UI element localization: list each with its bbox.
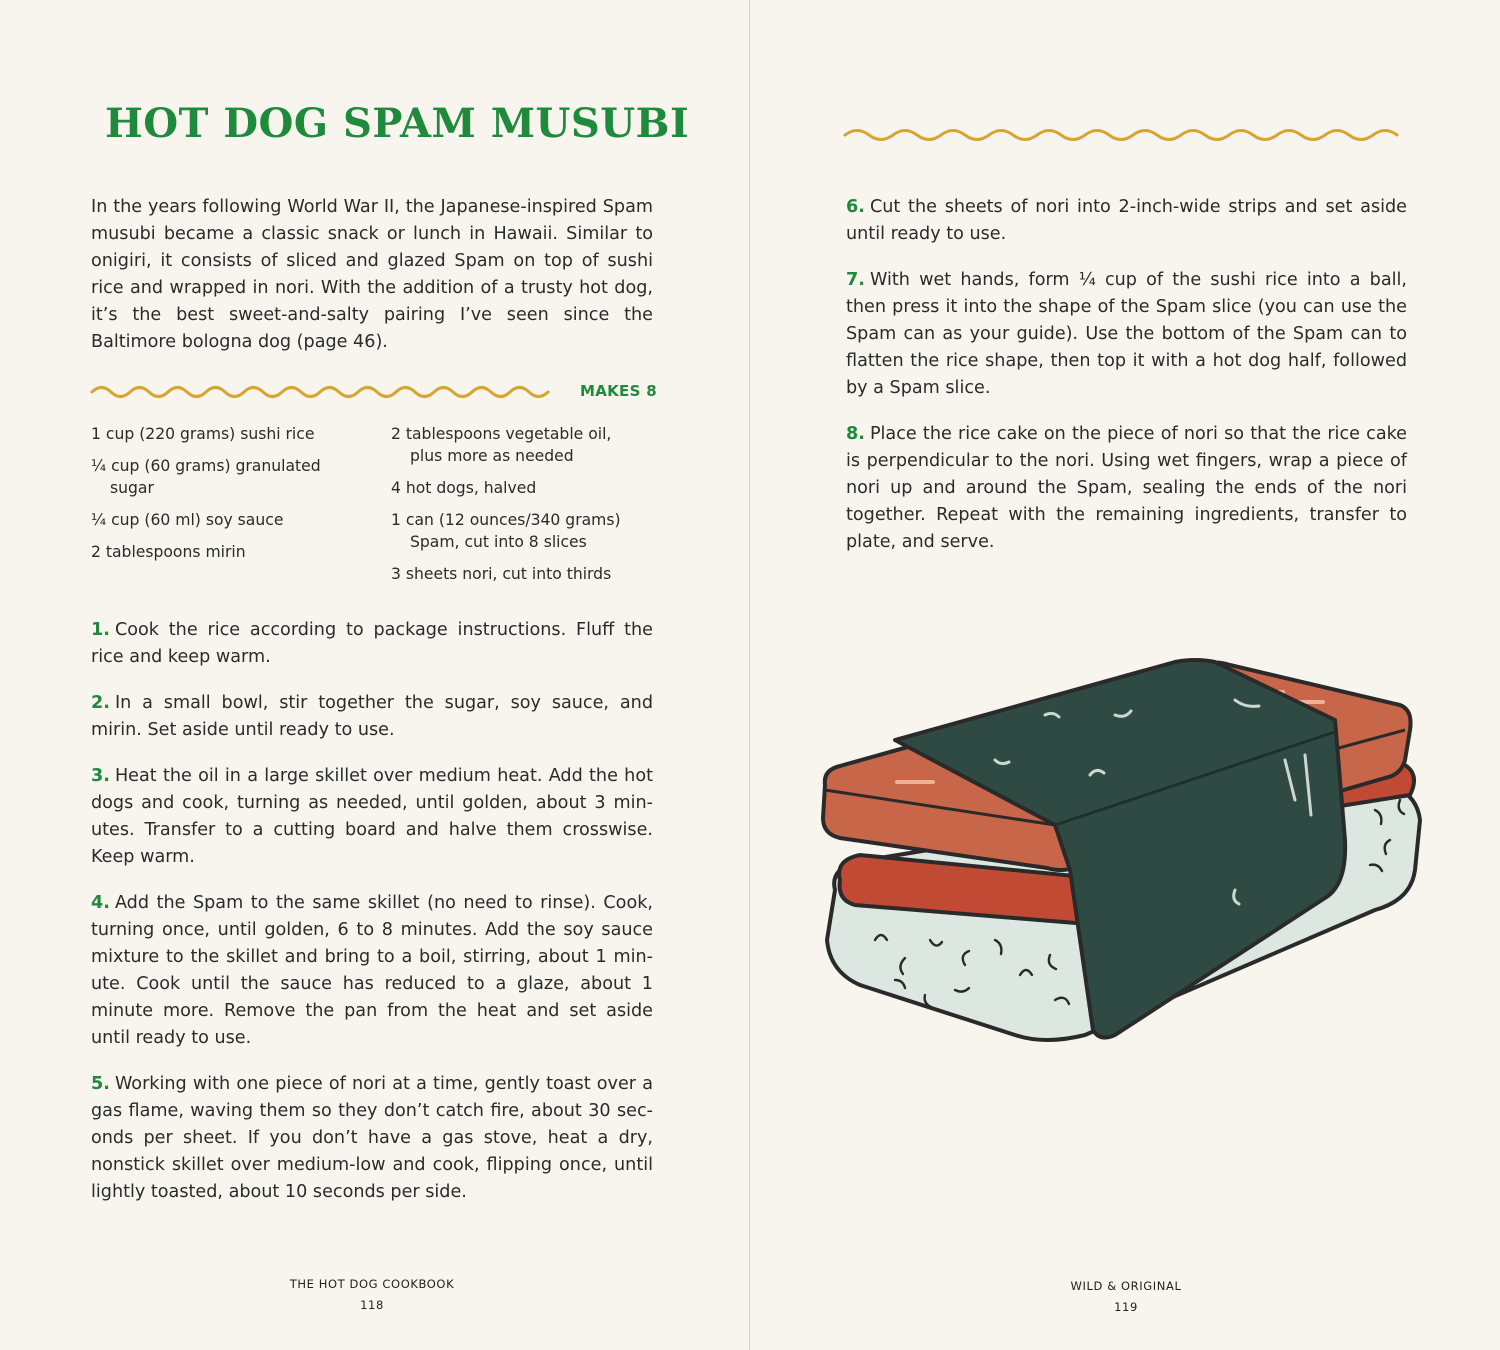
ingredients-column-1 <box>91 423 371 573</box>
recipe-intro: In the years following World War II, the Japanese-inspired Spam musubi became a classic snack or lunch in Hawaii. Similar to onigiri, it consists of sliced and glazed Spam on top of sushi rice and wrapped in nori. With the addition of a trusty hot dog, it’s the best sweet-and-salty pairing I’ve seen since the Baltimore bologna dog (page 46). <box>91 197 653 352</box>
ingredient-item: ¼ cup (60 ml) soy sauce <box>91 511 284 529</box>
footer-chapter-title: WILD & ORIGINAL <box>1070 1279 1182 1293</box>
ingredient-item: 2 tablespoons mirin <box>91 543 246 561</box>
spam-musubi-illustration <box>815 640 1425 1050</box>
method-steps-right <box>846 194 1407 575</box>
step-number: 6. <box>846 197 865 217</box>
ingredient-item: 1 can (12 ounces/340 grams) Spam, cut into 8 slices <box>391 511 621 551</box>
wave-divider <box>90 383 562 401</box>
method-step <box>91 890 653 1052</box>
left-page <box>0 0 749 1350</box>
ingredient-item: 2 tablespoons vegetable oil, plus more as needed <box>391 425 612 465</box>
step-text: Heat the oil in a large skillet over medium heat. Add the hot dogs and cook, turning as needed, until golden, about 3 minutes. Transfer to a cutting board and halve them crosswise. Keep warm. <box>91 766 653 867</box>
step-text: Add the Spam to the same skillet (no need to rinse). Cook, turning once, until golden, 6 to 8 minutes. Add the soy sauce mixture to the skillet and bring to a boil, stirring, about 1 minute. Cook until the sauce has reduced to a glaze, about 1 minute more. Remove the pan from the heat and set aside until ready to use. <box>91 893 653 1048</box>
running-footer-left <box>222 1274 522 1316</box>
step-text: In a small bowl, stir together the sugar, soy sauce, and mirin. Set aside until ready to use. <box>91 693 653 740</box>
page-number: 119 <box>1114 1300 1138 1314</box>
step-number: 8. <box>846 424 865 444</box>
ingredient-item: 1 cup (220 grams) sushi rice <box>91 425 315 443</box>
step-number: 1. <box>91 620 110 640</box>
step-number: 2. <box>91 693 110 713</box>
method-step <box>846 194 1407 248</box>
method-step <box>846 267 1407 402</box>
method-steps-left <box>91 617 653 1225</box>
step-number: 7. <box>846 270 865 290</box>
footer-book-title: THE HOT DOG COOKBOOK <box>289 1277 455 1291</box>
recipe-title: HOT DOG SPAM MUSUBI <box>105 100 690 147</box>
method-step <box>91 1071 653 1206</box>
step-number: 5. <box>91 1074 110 1094</box>
step-text: Cut the sheets of nori into 2-inch-wide strips and set aside until ready to use. <box>846 197 1407 244</box>
page-number: 118 <box>360 1298 384 1312</box>
ingredient-item: ¼ cup (60 grams) granulated sugar <box>91 457 321 497</box>
step-text: Working with one piece of nori at a time, gently toast over a gas flame, waving them so they don’t catch fire, about 30 seconds per sheet. If you don’t have a gas stove, heat a dry, nonstick skillet over medium-low and cook, flipping once, until lightly toasted, about 10 seconds per side. <box>91 1074 653 1202</box>
ingredients-column-2 <box>391 423 671 595</box>
running-footer-right <box>976 1276 1276 1318</box>
step-text: Place the rice cake on the piece of nori so that the rice cake is perpendicular to the nori. Using wet fingers, wrap a piece of nori up and around the Spam, sealing the ends of the nori together. Repeat with the remaining ingredients, transfer to plate, and serve. <box>846 424 1407 552</box>
method-step <box>91 763 653 871</box>
ingredient-item: 4 hot dogs, halved <box>391 479 537 497</box>
step-text: With wet hands, form ¼ cup of the sushi rice into a ball, then press it into the shape of the Spam slice (you can use the Spam can as your guide). Use the bottom of the Spam can to flatten the rice shape, then top it with a hot dog half, followed by a Spam slice. <box>846 270 1407 398</box>
yield-label: MAKES 8 <box>580 382 657 400</box>
step-number: 3. <box>91 766 110 786</box>
wave-divider <box>843 126 1411 144</box>
step-text: Cook the rice according to package instructions. Fluff the rice and keep warm. <box>91 620 653 667</box>
method-step <box>91 690 653 744</box>
method-step <box>846 421 1407 556</box>
ingredient-item: 3 sheets nori, cut into thirds <box>391 565 612 583</box>
step-number: 4. <box>91 893 110 913</box>
method-step <box>91 617 653 671</box>
